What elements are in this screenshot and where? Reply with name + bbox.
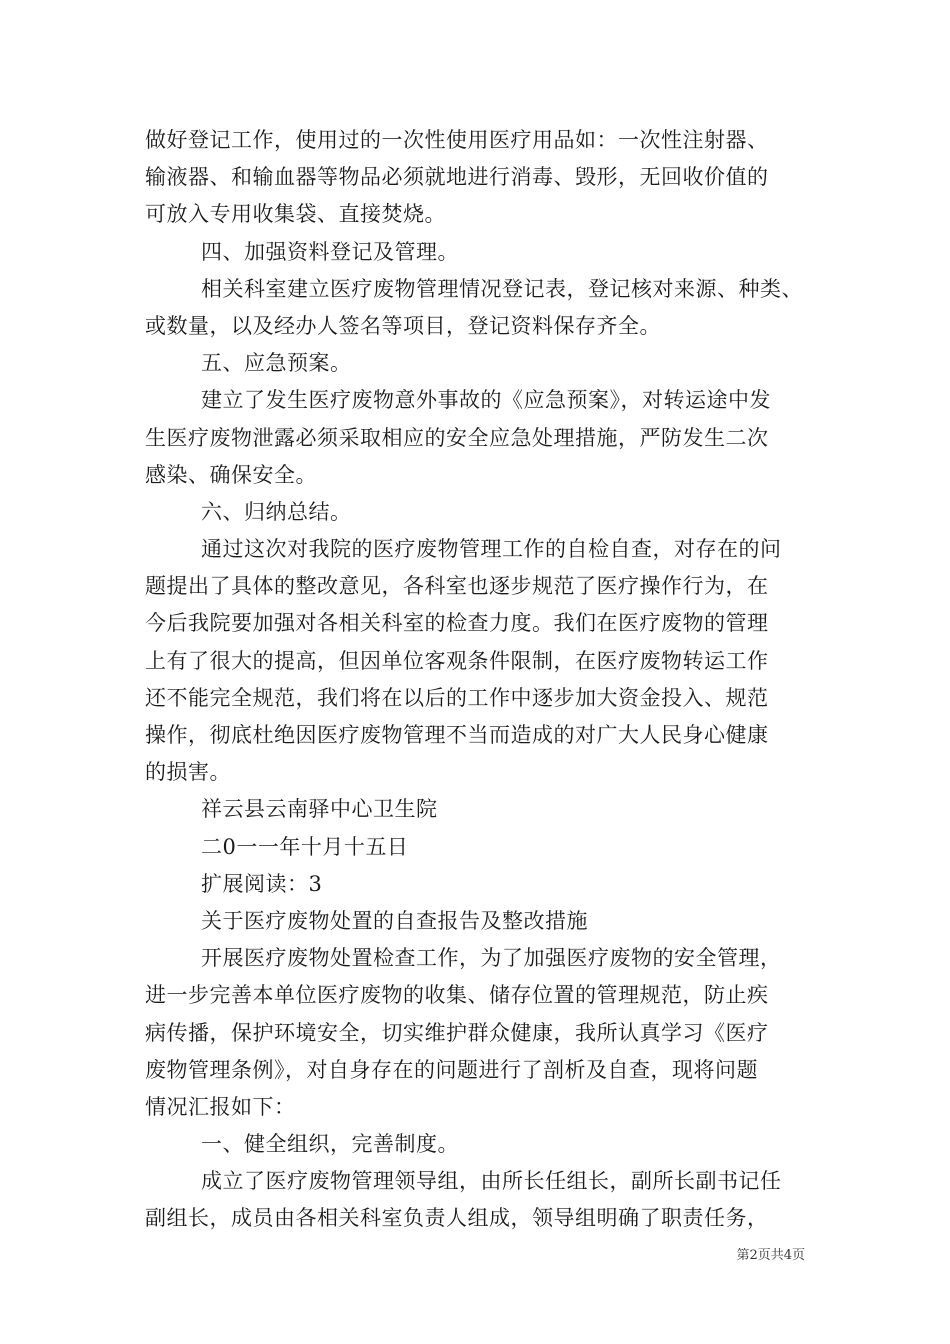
text-line: 输液器、和输血器等物品必须就地进行消毒、毁形，无回收价值的 (145, 165, 769, 190)
text-line: 通过这次对我院的医疗废物管理工作的自检自查，对存在的问 (201, 537, 782, 562)
text-line: 今后我院要加强对各相关科室的检查力度。我们在医疗废物的管理 (145, 611, 769, 636)
text-line: 副组长，成员由各相关科室负责人组成，领导组明确了职责任务， (145, 1206, 769, 1231)
text-line: 二0一一年十月十五日 (201, 834, 409, 859)
text-line: 还不能完全规范，我们将在以后的工作中逐步加大资金投入、规范 (145, 685, 769, 710)
text-line: 祥云县云南驿中心卫生院 (201, 797, 438, 822)
text-line: 可放入专用收集袋、直接焚烧。 (145, 202, 446, 227)
text-line: 操作，彻底杜绝因医疗废物管理不当而造成的对广大人民身心健康 (145, 723, 769, 747)
document-body (145, 122, 827, 1238)
text-line: 废物管理条例》，对自身存在的问题进行了剖析及自查，现将问题 (145, 1057, 758, 1082)
text-line: 成立了医疗废物管理领导组，由所长任组长，副所长副书记任 (201, 1169, 782, 1194)
text-line: 题提出了具体的整改意见，各科室也逐步规范了医疗操作行为，在 (145, 574, 769, 599)
text-line: 一、健全组织，完善制度。 (201, 1132, 459, 1157)
text-line: 五、应急预案。 (201, 351, 352, 376)
text-line: 六、归纳总结。 (201, 499, 352, 524)
text-line: 做好登记工作，使用过的一次性使用医疗用品如：一次性注射器、 (145, 128, 769, 152)
text-line: 情况汇报如下： (145, 1094, 296, 1119)
text-line: 关于医疗废物处置的自查报告及整改措施 (201, 908, 588, 933)
text-line: 扩展阅读：3 (201, 871, 323, 896)
page-number: 第2页共4页 (736, 1248, 805, 1263)
text-line: 感染、确保安全。 (145, 462, 317, 487)
text-line: 四、加强资料登记及管理。 (201, 239, 459, 264)
text-line: 的损害。 (145, 760, 231, 785)
text-line: 进一步完善本单位医疗废物的收集、储存位置的管理规范，防止疾 (145, 983, 769, 1008)
text-line: 建立了发生医疗废物意外事故的《应急预案》，对转运途中发 (201, 388, 771, 413)
text-line: 或数量，以及经办人签名等项目，登记资料保存齐全。 (145, 313, 661, 338)
text-line: 开展医疗废物处置检查工作，为了加强医疗废物的安全管理， (201, 946, 782, 971)
text-line: 相关科室建立医疗废物管理情况登记表，登记核对来源、种类、 (201, 276, 803, 301)
text-line: 病传播，保护环境安全，切实维护群众健康，我所认真学习《医疗 (145, 1020, 769, 1045)
text-line: 生医疗废物泄露必须采取相应的安全应急处理措施，严防发生二次 (145, 425, 769, 450)
text-line: 上有了很大的提高，但因单位客观条件限制，在医疗废物转运工作 (145, 648, 769, 673)
